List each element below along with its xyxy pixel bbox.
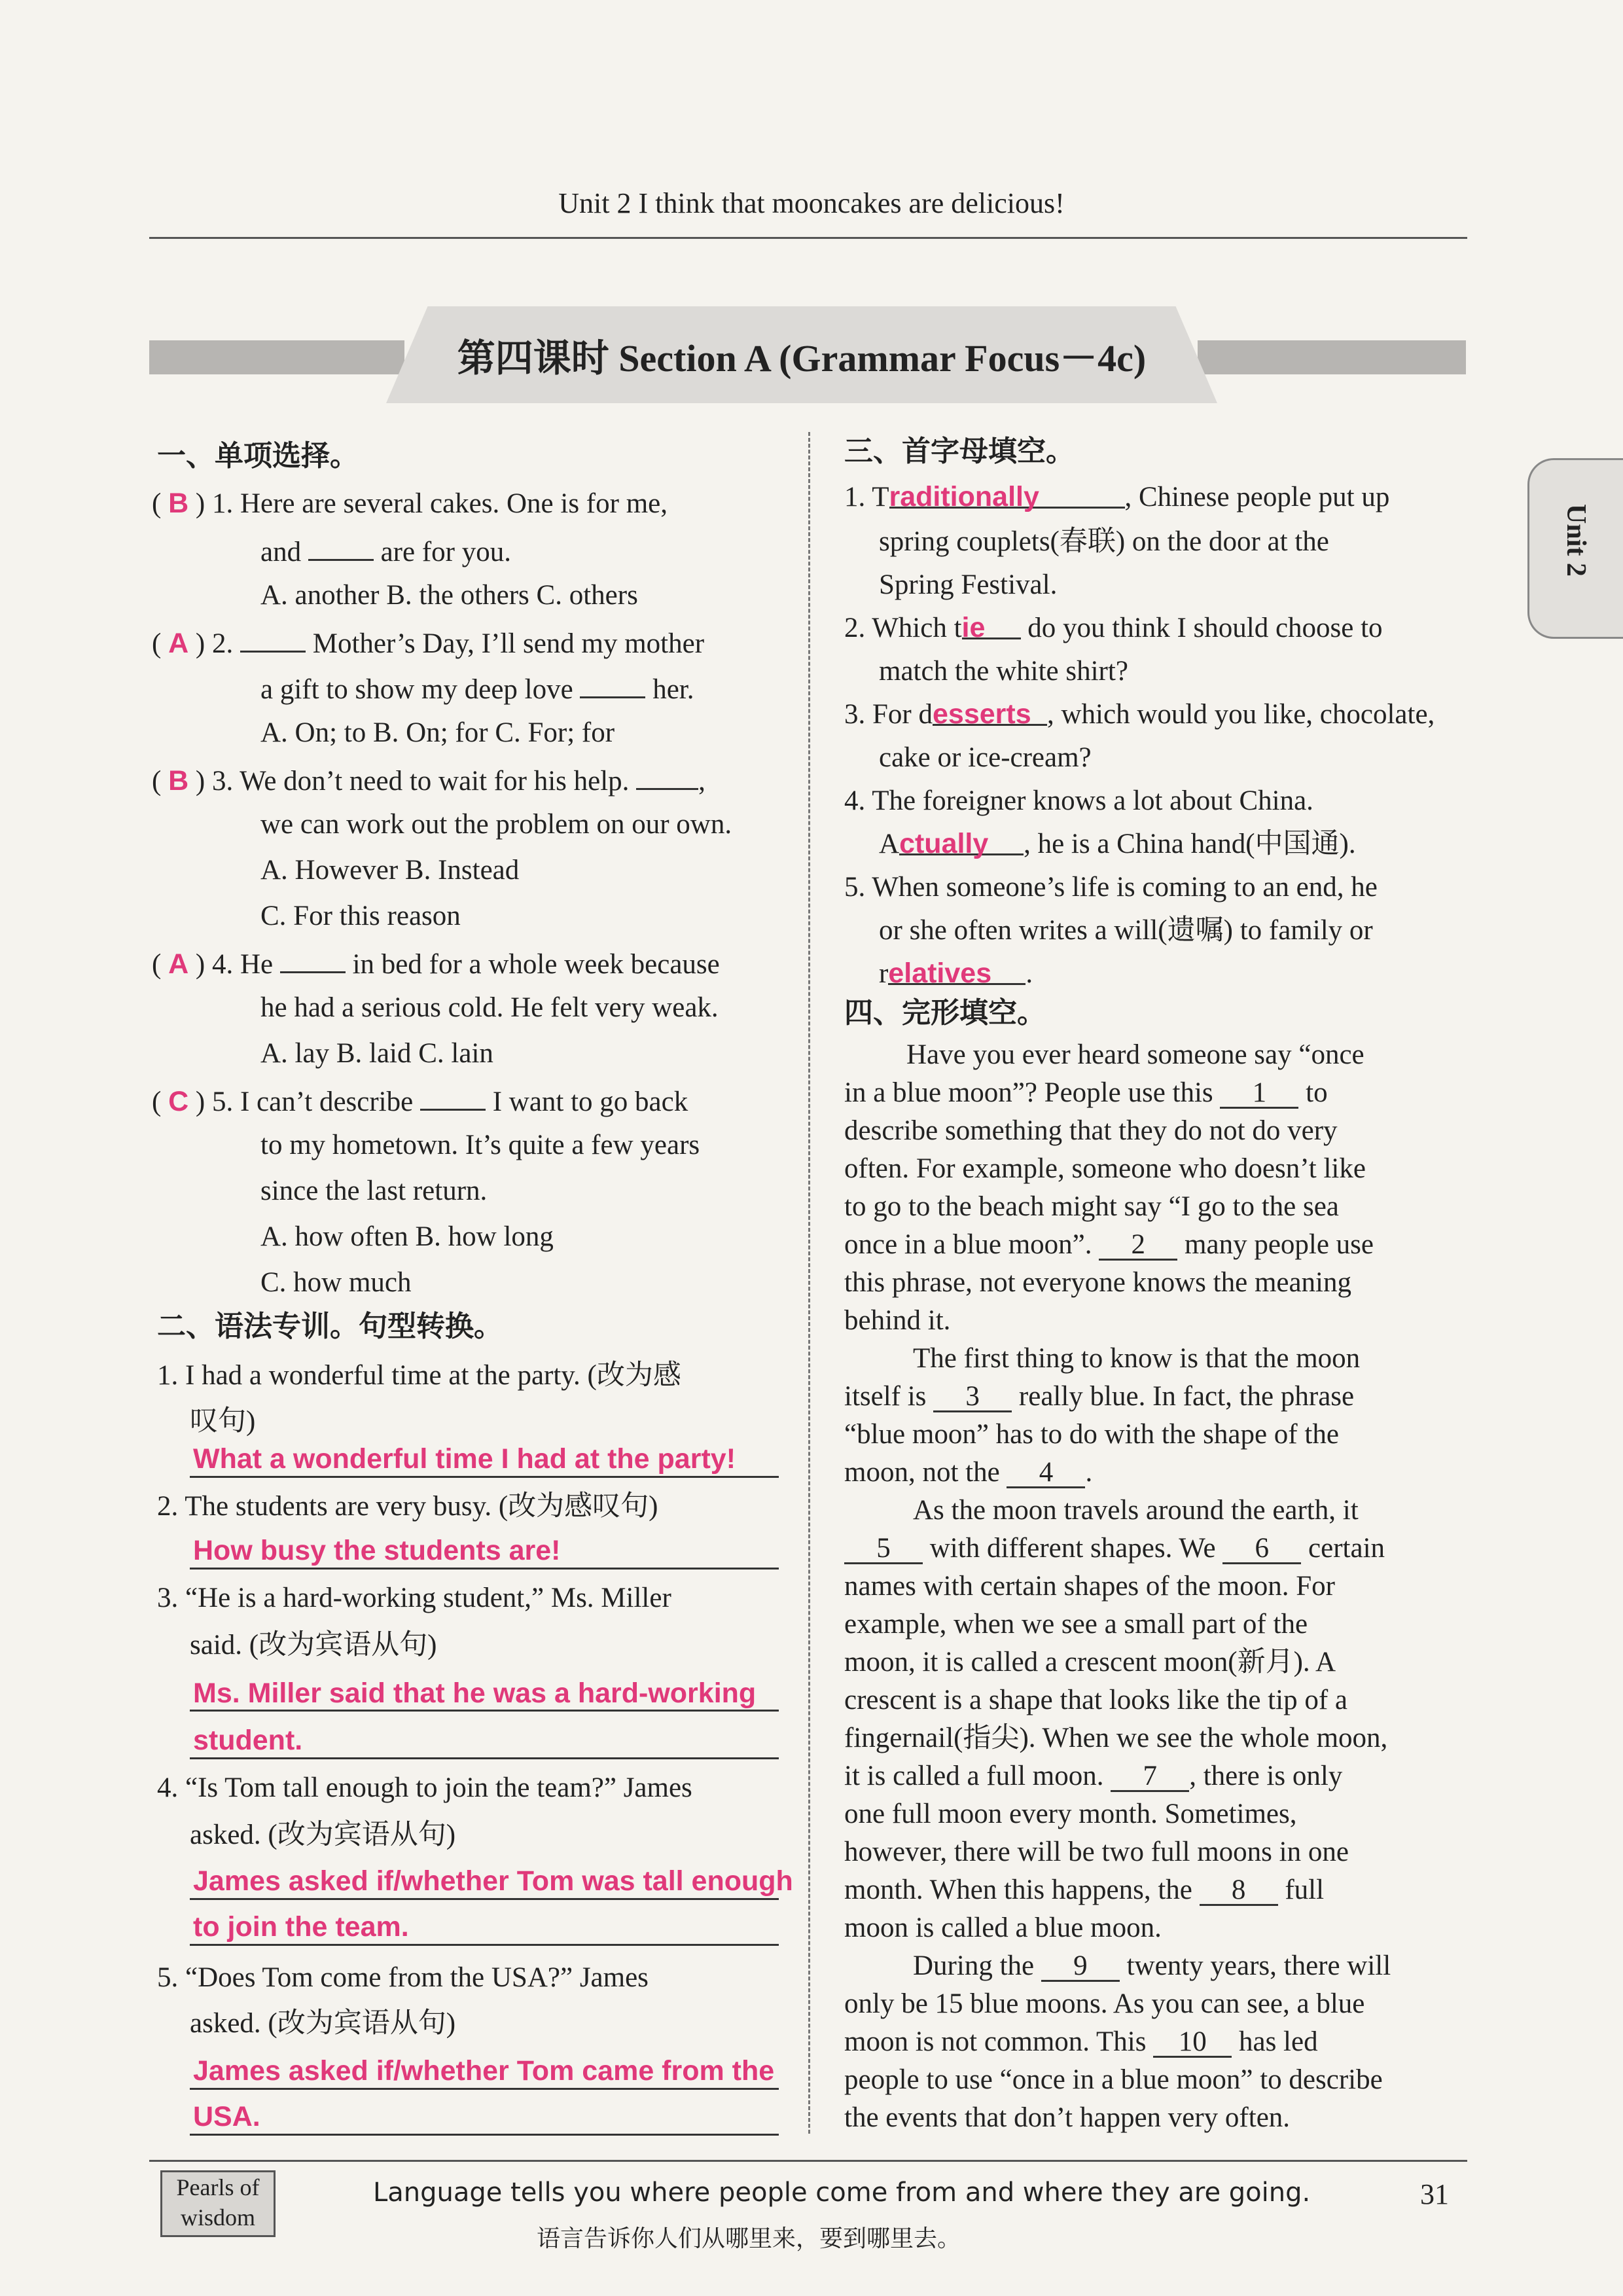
section-2-heading: 二、语法专训。句型转换。 [157,1310,503,1343]
cloze-blank-2: 2 [1099,1230,1177,1261]
initial-fill-4: 4. The foreigner knows a lot about China. [844,785,1313,816]
pearls-line-1: Pearls of [176,2174,260,2200]
cloze-line: names with certain shapes of the moon. For [844,1571,1335,1602]
question-3-line2: we can work out the problem on our own. [260,809,732,840]
cloze-line: month. When this happens, the 8 full [844,1874,1325,1905]
answer-initial-2: ie [961,612,986,643]
cloze-line: 5 with different shapes. We 6 certain [844,1534,1385,1564]
banner-bar-right [1198,340,1466,374]
answer-line [190,1568,779,1570]
cloze-line: During the 9 twenty years, there will [913,1950,1391,1981]
cloze-line: to go to the beach might say “I go to the sea [844,1191,1339,1222]
cloze-line: moon is not common. This 10 has led [844,2026,1318,2057]
footer-rule [149,2160,1467,2162]
answer-line [190,1757,779,1759]
transform-5-answer-2: USA. [193,2101,260,2132]
answer-line [190,2088,779,2090]
section-3-heading: 三、首字母填空。 [844,435,1075,468]
answer-q3: B [168,765,189,797]
question-1-options: A. another B. the others C. others [260,580,638,611]
cloze-line: often. For example, someone who doesn’t like [844,1153,1366,1184]
initial-fill-5: 5. When someone’s life is coming to an end, he [844,872,1378,903]
question-2-line2: a gift to show my deep love her. [260,674,694,705]
transform-4-question-2: asked. (改为宾语从句) [190,1820,456,1850]
answer-q1: B [168,488,189,519]
column-divider [808,432,810,2134]
transform-3-answer: Ms. Miller said that he was a hard-working [193,1677,757,1709]
question-3-options-2: C. For this reason [260,901,461,931]
initial-fill-3-line2: cake or ice-cream? [879,742,1092,773]
initial-fill-3: 3. For desserts , which would you like, chocolate, [844,698,1435,730]
cloze-blank-6: 6 [1222,1534,1301,1564]
cloze-line: it is called a full moon. 7 , there is only [844,1761,1343,1791]
page-number: 31 [1420,2178,1449,2210]
answer-initial-4: ctually [899,828,989,859]
question-5-options-2: C. how much [260,1267,412,1298]
transform-5-answer: James asked if/whether Tom came from the [193,2055,775,2087]
cloze-line: itself is 3 really blue. In fact, the phrase [844,1381,1355,1412]
lesson-title: 第四课时 Section A (Grammar Focus－4c) [457,337,1147,380]
cloze-line: moon is called a blue moon. [844,1912,1162,1943]
cloze-line: however, there will be two full moons in one [844,1837,1349,1867]
question-4: ( A ) 4. He in bed for a whole week because [152,948,720,980]
transform-5-question: 5. “Does Tom come from the USA?” James [157,1962,649,1993]
answer-line [190,1710,779,1712]
answer-initial-3: esserts [932,698,1031,730]
transform-3-answer-2: student. [193,1725,303,1756]
question-1-line2: and are for you. [260,537,511,567]
initial-fill-2: 2. Which tie do you think I should choose to [844,612,1383,643]
banner-bar-left [149,340,404,374]
section-1-heading: 一、单项选择。 [157,439,359,473]
cloze-line: The first thing to know is that the moon [913,1343,1361,1374]
footer-quote-en: Language tells you where people come from and where they are going. [373,2178,1311,2208]
transform-3-question-2: said. (改为宾语从句) [190,1630,437,1660]
cloze-line: example, when we see a small part of the [844,1609,1308,1640]
cloze-line: once in a blue moon”. 2 many people use [844,1229,1374,1260]
answer-line [190,1944,779,1946]
initial-fill-4-line2: Actually , he is a China hand(中国通). [879,828,1356,859]
pearls-line-2: wisdom [180,2204,255,2231]
cloze-line: Have you ever heard someone say “once [906,1039,1364,1070]
initial-fill-1: 1. Traditionally , Chinese people put up [844,481,1390,512]
question-4-line2: he had a serious cold. He felt very weak. [260,992,719,1023]
answer-q2: A [168,628,189,659]
cloze-line: in a blue moon”? People use this 1 to [844,1077,1328,1108]
cloze-blank-5: 5 [844,1534,923,1564]
initial-fill-5-line2: or she often writes a will(遗嘱) to family or [879,915,1373,946]
answer-line [190,1898,779,1900]
transform-4-answer-2: to join the team. [193,1911,409,1943]
cloze-blank-9: 9 [1041,1952,1120,1982]
cloze-line: crescent is a shape that looks like the tip of a [844,1685,1347,1715]
question-2: ( A ) 2. Mother’s Day, I’ll send my mother [152,628,705,659]
question-4-options: A. lay B. laid C. lain [260,1038,493,1069]
cloze-line: describe something that they do not do very [844,1115,1338,1146]
cloze-line: fingernail(指尖). When we see the whole moon, [844,1723,1388,1753]
question-3: ( B ) 3. We don’t need to wait for his help. , [152,765,705,797]
transform-5-question-2: asked. (改为宾语从句) [190,2008,456,2039]
header-rule [149,237,1467,239]
answer-initial-1: raditionally [889,481,1039,512]
cloze-blank-4: 4 [1007,1458,1085,1488]
cloze-blank-10: 10 [1153,2028,1232,2058]
answer-initial-5: elatives [888,958,992,989]
transform-1-question-2: 叹句) [190,1406,256,1437]
question-5-line3: since the last return. [260,1175,488,1206]
cloze-line: moon, not the 4 . [844,1457,1093,1488]
cloze-line: “blue moon” has to do with the shape of the [844,1419,1339,1450]
question-3-options-1: A. However B. Instead [260,855,520,886]
cloze-line: people to use “once in a blue moon” to describe [844,2064,1383,2095]
pearls-of-wisdom-label [160,2170,276,2237]
initial-fill-1-line2: spring couplets(春联) on the door at the [879,526,1329,557]
cloze-blank-7: 7 [1111,1762,1189,1792]
answer-line [190,2134,779,2136]
initial-fill-1-line3: Spring Festival. [879,569,1058,600]
cloze-line: this phrase, not everyone knows the meaning [844,1267,1352,1298]
section-4-heading: 四、完形填空。 [844,996,1046,1030]
cloze-line: moon, it is called a crescent moon(新月). A [844,1647,1336,1677]
transform-1-question: 1. I had a wonderful time at the party. (改为感 [157,1360,681,1391]
question-5: ( C ) 5. I can’t describe I want to go back [152,1086,688,1117]
transform-1-answer: What a wonderful time I had at the party! [193,1443,736,1475]
answer-q5: C [168,1086,189,1117]
cloze-line: As the moon travels around the earth, it [913,1495,1359,1526]
question-2-options: A. On; to B. On; for C. For; for [260,717,615,748]
transform-2-question: 2. The students are very busy. (改为感叹句) [157,1491,658,1522]
unit-title: Unit 2 I think that mooncakes are delicious! [558,187,1065,219]
cloze-blank-8: 8 [1200,1876,1278,1906]
cloze-blank-1: 1 [1220,1079,1298,1109]
answer-line [190,1476,779,1478]
cloze-line: one full moon every month. Sometimes, [844,1799,1297,1829]
cloze-line: only be 15 blue moons. As you can see, a blue [844,1988,1365,2019]
transform-3-question: 3. “He is a hard-working student,” Ms. Miller [157,1583,671,1613]
footer-quote-cn: 语言告诉你人们从哪里来，要到哪里去。 [537,2225,961,2251]
question-5-options-1: A. how often B. how long [260,1221,554,1252]
transform-4-answer: James asked if/whether Tom was tall enough [193,1865,793,1897]
transform-4-question: 4. “Is Tom tall enough to join the team?” James [157,1772,692,1803]
cloze-line: behind it. [844,1305,951,1336]
initial-fill-5-line3: relatives . [879,958,1033,989]
cloze-line: the events that don’t happen very often. [844,2102,1291,2133]
question-1: ( B ) 1. Here are several cakes. One is for me, [152,488,668,519]
answer-q4: A [168,948,189,980]
unit-side-tab-label: Unit 2 [1561,504,1591,577]
transform-2-answer: How busy the students are! [193,1535,561,1566]
cloze-blank-3: 3 [933,1382,1012,1412]
initial-fill-2-line2: match the white shirt? [879,656,1128,687]
question-5-line2: to my hometown. It’s quite a few years [260,1130,700,1160]
